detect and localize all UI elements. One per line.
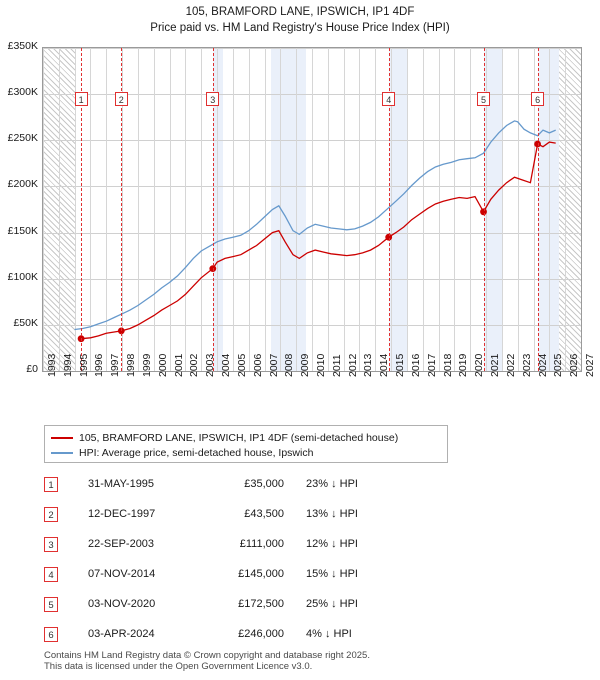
row-index-badge: 1 [44, 477, 58, 492]
table-row [44, 532, 464, 562]
x-axis-tick-label: 1995 [77, 353, 90, 377]
table-row [44, 562, 464, 592]
y-axis-tick-label: £250K [7, 132, 38, 145]
sale-event-flag[interactable]: 4 [382, 92, 395, 106]
table-row [44, 592, 464, 622]
x-axis-tick-label: 2015 [394, 353, 407, 377]
legend-label: HPI: Average price, semi-detached house, Ipswich [79, 447, 314, 459]
row-price: £35,000 [244, 478, 284, 490]
row-hpi-delta: 25% ↓ HPI [306, 598, 358, 610]
row-price: £111,000 [239, 538, 284, 550]
x-axis-tick-label: 2026 [568, 353, 581, 377]
row-date: 03-APR-2024 [88, 628, 155, 640]
row-date: 12-DEC-1997 [88, 508, 156, 520]
sales-table [44, 472, 464, 652]
plot-area [42, 47, 582, 372]
row-index-badge: 2 [44, 507, 58, 522]
x-axis-tick-label: 1996 [93, 353, 106, 377]
x-axis-tick-label: 1999 [140, 353, 153, 377]
row-hpi-delta: 15% ↓ HPI [306, 568, 358, 580]
x-axis-tick-label: 2001 [172, 353, 185, 377]
x-axis-tick-label: 2007 [267, 353, 280, 377]
x-axis-tick-label: 2009 [299, 353, 312, 377]
row-index-badge: 4 [44, 567, 58, 582]
title-line-2: Price paid vs. HM Land Registry's House Price Index (HPI) [150, 22, 450, 34]
row-price: £172,500 [238, 598, 284, 610]
x-axis-tick-label: 2027 [584, 353, 596, 377]
row-hpi-delta: 12% ↓ HPI [306, 538, 358, 550]
footer-line-2: This data is licensed under the Open Government Licence v3.0. [44, 661, 313, 672]
sale-event-flag[interactable]: 3 [206, 92, 219, 106]
y-axis-tick-label: £50K [13, 316, 38, 329]
x-axis-tick-label: 1998 [125, 353, 138, 377]
sale-event-flag[interactable]: 2 [115, 92, 128, 106]
row-price: £43,500 [244, 508, 284, 520]
x-axis-tick-label: 2017 [425, 353, 438, 377]
x-axis-tick-label: 2023 [520, 353, 533, 377]
table-row [44, 502, 464, 532]
y-axis-tick-label: £300K [7, 86, 38, 99]
x-axis-tick-label: 2012 [346, 353, 359, 377]
legend-item [51, 431, 441, 445]
row-index-badge: 5 [44, 597, 58, 612]
x-axis-tick-label: 2013 [362, 353, 375, 377]
x-axis-tick-label: 2016 [409, 353, 422, 377]
x-axis-tick-label: 2005 [235, 353, 248, 377]
x-axis-tick-label: 2019 [457, 353, 470, 377]
sale-event-flag[interactable]: 6 [531, 92, 544, 106]
legend-swatch [51, 437, 73, 439]
row-date: 22-SEP-2003 [88, 538, 155, 550]
y-axis-tick-label: £200K [7, 178, 38, 191]
row-hpi-delta: 4% ↓ HPI [306, 628, 352, 640]
footer-line-1: Contains HM Land Registry data © Crown copyright and database right 2025. [44, 650, 370, 661]
x-axis-tick-label: 2014 [378, 353, 391, 377]
x-axis-tick-label: 2008 [283, 353, 296, 377]
sale-event-flag[interactable]: 5 [477, 92, 490, 106]
page-title [0, 4, 600, 36]
x-axis-tick-label: 2024 [536, 353, 549, 377]
y-axis-tick-label: £0 [26, 363, 38, 375]
row-date: 03-NOV-2020 [88, 598, 156, 610]
x-axis-tick-label: 2006 [251, 353, 264, 377]
gridline-vertical [581, 48, 582, 371]
title-line-1: 105, BRAMFORD LANE, IPSWICH, IP1 4DF [185, 6, 415, 18]
row-date: 07-NOV-2014 [88, 568, 156, 580]
x-axis-tick-label: 2018 [441, 353, 454, 377]
footer [44, 650, 564, 672]
row-price: £145,000 [238, 568, 284, 580]
row-index-badge: 6 [44, 627, 58, 642]
x-axis-tick-label: 2021 [489, 353, 502, 377]
x-axis-tick-label: 2000 [156, 353, 169, 377]
x-axis-tick-label: 2003 [204, 353, 217, 377]
x-axis-tick-label: 2020 [473, 353, 486, 377]
table-row [44, 472, 464, 502]
x-axis-tick-label: 2004 [220, 353, 233, 377]
legend-label: 105, BRAMFORD LANE, IPSWICH, IP1 4DF (semi-detached house) [79, 432, 399, 444]
sale-event-flag[interactable]: 1 [75, 92, 88, 106]
row-price: £246,000 [238, 628, 284, 640]
x-axis-tick-label: 1997 [109, 353, 122, 377]
x-axis-tick-label: 2025 [552, 353, 565, 377]
row-date: 31-MAY-1995 [88, 478, 155, 490]
legend-swatch [51, 452, 73, 454]
x-axis-tick-label: 1993 [46, 353, 58, 377]
y-axis-tick-label: £150K [7, 224, 38, 237]
chart-legend [44, 425, 448, 463]
table-row [44, 622, 464, 652]
x-axis-tick-label: 2022 [504, 353, 517, 377]
row-hpi-delta: 13% ↓ HPI [306, 508, 358, 520]
x-axis-tick-label: 2002 [188, 353, 201, 377]
y-axis-tick-label: £350K [7, 40, 38, 52]
legend-item [51, 446, 441, 460]
x-axis-tick-label: 2011 [330, 354, 343, 377]
row-index-badge: 3 [44, 537, 58, 552]
row-hpi-delta: 23% ↓ HPI [306, 478, 358, 490]
x-axis-tick-label: 1994 [61, 353, 74, 377]
y-axis-tick-label: £100K [7, 270, 38, 283]
x-axis-tick-label: 2010 [315, 353, 327, 377]
